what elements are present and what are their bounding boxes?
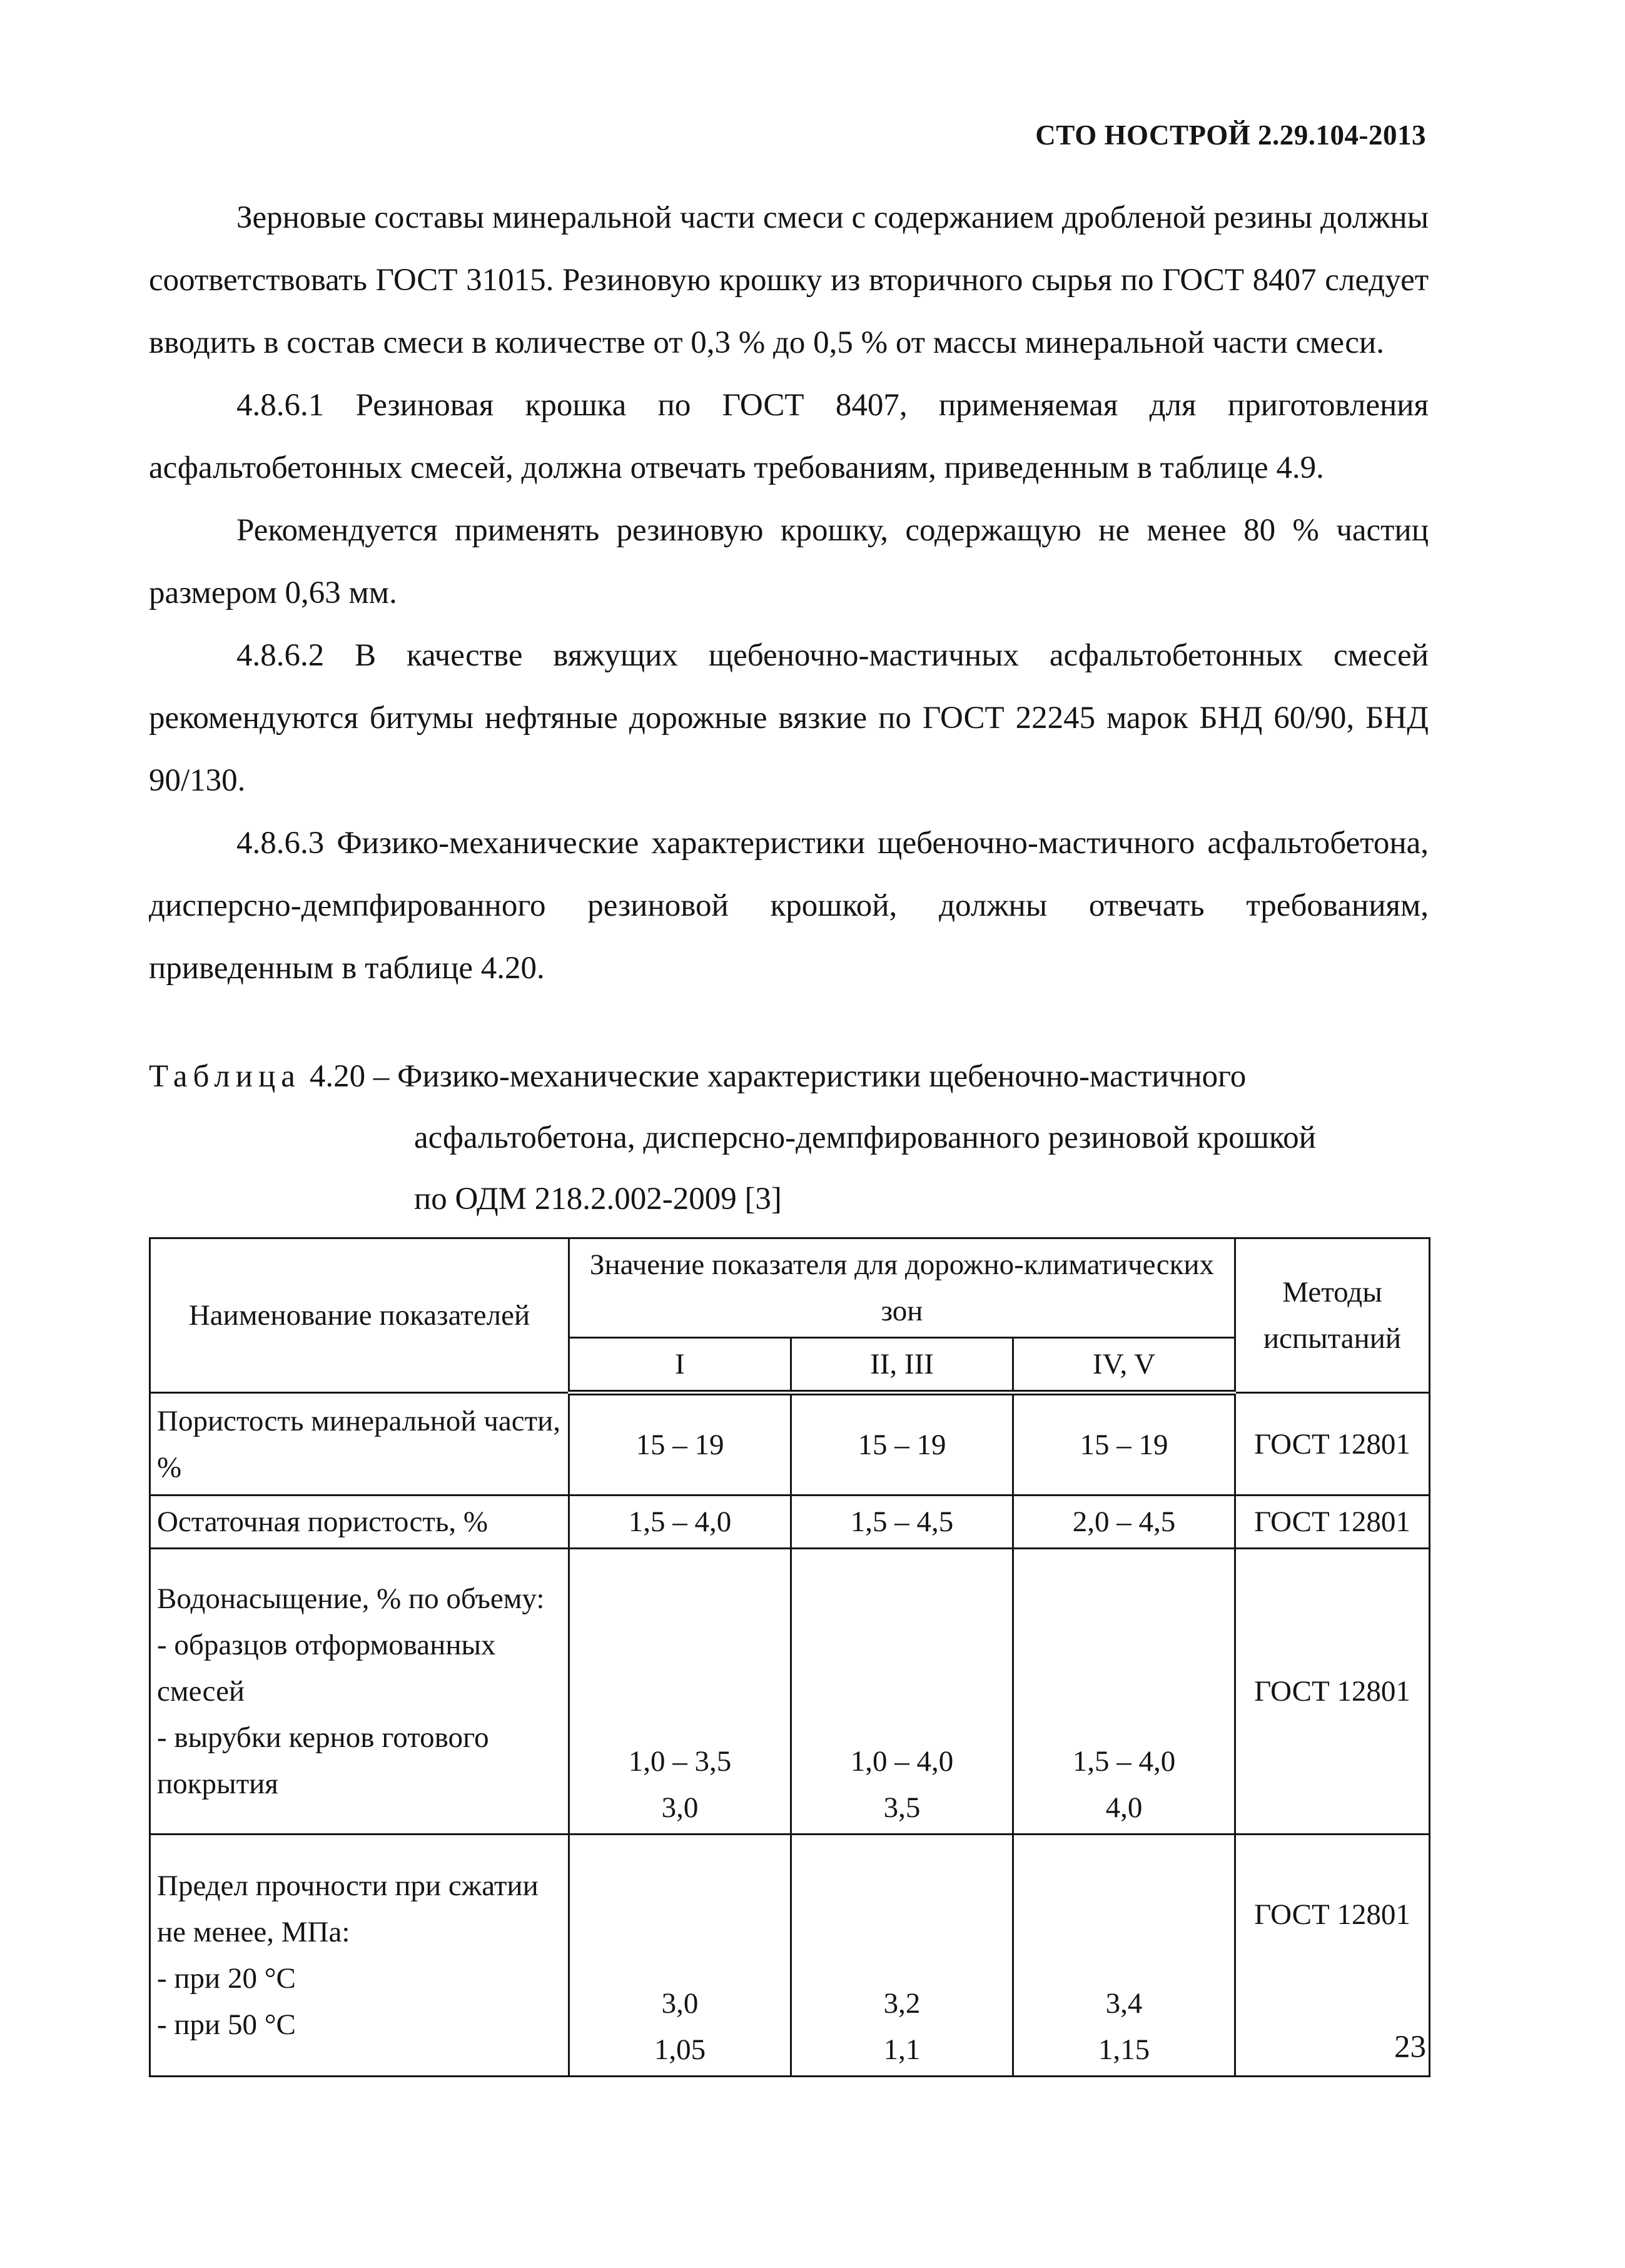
value-line: 1,15 bbox=[1098, 2033, 1150, 2066]
value-zone-2 bbox=[791, 1549, 1013, 1835]
paragraph: 4.8.6.3 Физико-механические характеристики щебеночно-мастичного асфальтобетона, дисперсно-демпфированного резиновой крошкой, должны отвечать требованиям, приведенным в таблице 4.20. bbox=[149, 826, 1429, 986]
value-line: 1,05 bbox=[654, 2033, 706, 2066]
row-name bbox=[150, 1835, 569, 2077]
document-header: СТО НОСТРОЙ 2.29.104-2013 bbox=[1035, 119, 1426, 151]
header-methods: Методы испытаний bbox=[1235, 1238, 1430, 1393]
value-line: 3,0 bbox=[661, 1791, 699, 1824]
table-row bbox=[150, 1835, 1430, 2077]
row-name-line: Предел прочности при сжатии не менее, МПа: bbox=[157, 1870, 539, 1948]
paragraph: 4.8.6.2 В качестве вяжущих щебеночно-мастичных асфальтобетонных смесей рекомендуются битумы нефтяные дорожные вязкие по ГОСТ 22245 марок БНД 60/90, БНД 90/130. bbox=[149, 638, 1429, 798]
value-line: 1,1 bbox=[883, 2033, 921, 2066]
test-method: ГОСТ 12801 bbox=[1235, 1393, 1430, 1496]
value-zone-3 bbox=[1013, 1549, 1235, 1835]
value-zone-2 bbox=[791, 1835, 1013, 2077]
value-line: 1,0 – 4,0 bbox=[850, 1745, 954, 1778]
row-name-line: Водонасыщение, % по объему: bbox=[157, 1582, 545, 1615]
value-line: 3,4 bbox=[1105, 1987, 1143, 2020]
test-method: ГОСТ 12801 bbox=[1235, 1549, 1430, 1835]
value-zone-3: 2,0 – 4,5 bbox=[1013, 1496, 1235, 1549]
test-method: ГОСТ 12801 bbox=[1235, 1835, 1430, 2077]
row-name bbox=[150, 1549, 569, 1835]
row-name-line: - при 20 °С bbox=[157, 1962, 296, 1995]
page-number: 23 bbox=[1394, 2030, 1426, 2065]
value-line: 1,5 – 4,0 bbox=[1072, 1745, 1176, 1778]
value-zone-1: 1,5 – 4,0 bbox=[569, 1496, 791, 1549]
row-name: Остаточная пористость, % bbox=[150, 1496, 569, 1549]
table-caption-line2: асфальтобетона, дисперсно-демпфированного резиновой крошкой bbox=[414, 1120, 1316, 1155]
table-caption-text: 4.20 – Физико-механические характеристики щебеночно-мастичного bbox=[309, 1059, 1247, 1094]
row-name: Пористость минеральной части, % bbox=[150, 1393, 569, 1496]
header-zone-2: II, III bbox=[791, 1338, 1013, 1393]
value-line: 3,0 bbox=[661, 1987, 699, 2020]
paragraph: 4.8.6.1 Резиновая крошка по ГОСТ 8407, применяемая для приготовления асфальтобетонных смесей, должна отвечать требованиям, приведенным в таблице 4.9. bbox=[149, 388, 1429, 485]
row-name-line: - при 50 °С bbox=[157, 2008, 296, 2041]
body-text bbox=[149, 186, 1429, 1000]
table-row bbox=[150, 1496, 1430, 1549]
header-value-group: Значение показателя для дорожно-климатических зон bbox=[569, 1238, 1235, 1338]
paragraph: Зерновые составы минеральной части смеси с содержанием дробленой резины должны соответствовать ГОСТ 31015. Резиновую крошку из вторичного сырья по ГОСТ 8407 следует вводить в состав смеси в количестве от 0,3 % до 0,5 % от массы минеральной части смеси. bbox=[149, 200, 1429, 360]
value-line: 3,5 bbox=[883, 1791, 921, 1824]
value-zone-3 bbox=[1013, 1835, 1235, 2077]
row-name-line: - вырубки кернов готового покрытия bbox=[157, 1721, 489, 1800]
header-name: Наименование показателей bbox=[150, 1238, 569, 1393]
table-row bbox=[150, 1393, 1430, 1496]
value-zone-2: 15 – 19 bbox=[791, 1393, 1013, 1496]
value-line: 3,2 bbox=[883, 1987, 921, 2020]
table-caption bbox=[149, 1046, 1429, 1230]
value-zone-1: 15 – 19 bbox=[569, 1393, 791, 1496]
paragraph: Рекомендуется применять резиновую крошку, содержащую не менее 80 % частиц размером 0,63 мм. bbox=[149, 513, 1429, 610]
value-zone-2: 1,5 – 4,5 bbox=[791, 1496, 1013, 1549]
table-caption-line3: по ОДМ 218.2.002-2009 [3] bbox=[414, 1182, 782, 1217]
value-zone-1 bbox=[569, 1549, 791, 1835]
value-line: 1,0 – 3,5 bbox=[628, 1745, 732, 1778]
row-name-line: - образцов отформованных смесей bbox=[157, 1629, 496, 1708]
value-zone-3: 15 – 19 bbox=[1013, 1393, 1235, 1496]
value-zone-1 bbox=[569, 1835, 791, 2077]
properties-table bbox=[149, 1237, 1430, 2077]
value-line: 4,0 bbox=[1105, 1791, 1143, 1824]
header-zone-3: IV, V bbox=[1013, 1338, 1235, 1393]
test-method: ГОСТ 12801 bbox=[1235, 1496, 1430, 1549]
table-caption-label: Таблица bbox=[149, 1059, 301, 1094]
header-zone-1: I bbox=[569, 1338, 791, 1393]
table-row bbox=[150, 1549, 1430, 1835]
